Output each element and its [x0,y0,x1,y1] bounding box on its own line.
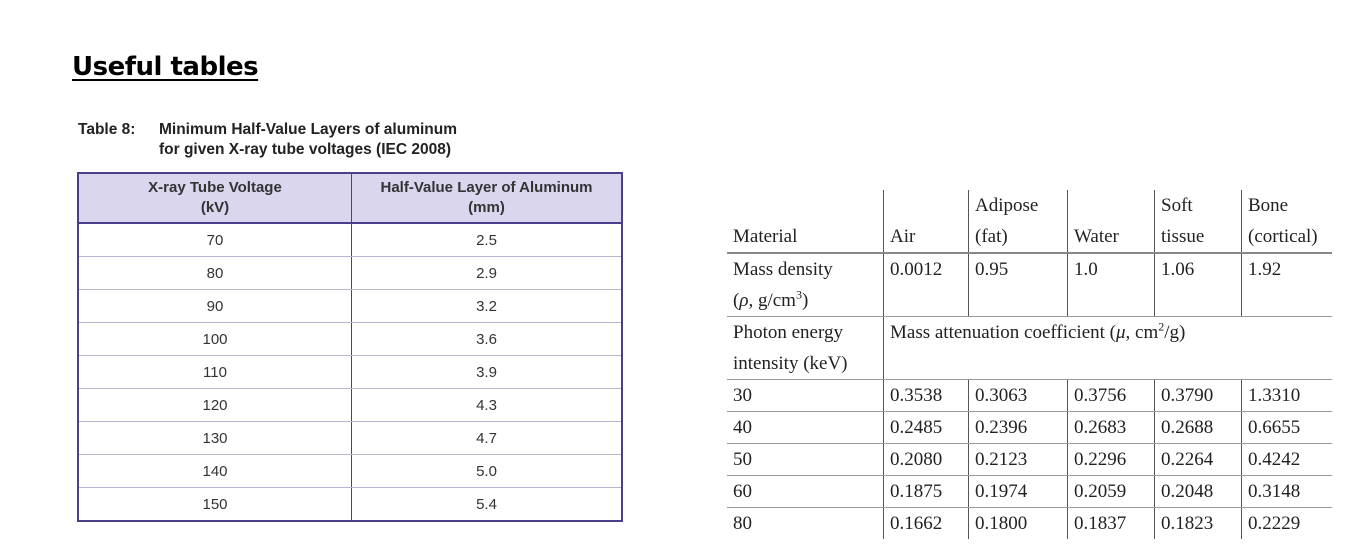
span-label-suffix: /g) [1164,322,1186,343]
table-row [78,455,622,488]
header-row-1 [727,190,1332,221]
mass-attenuation-span-label [884,317,1333,349]
value-cell: 0.4242 [1242,444,1333,476]
empty-cell [884,348,1333,380]
table8-caption-number: Table 8: [78,121,136,138]
table-header-row [78,173,622,223]
kev-cell: 60 [727,476,884,508]
kev-cell: 50 [727,444,884,476]
header-bone-line1: Bone [1242,190,1333,221]
empty-cell [969,285,1068,317]
span-label-prefix: Mass attenuation coefficient ( [890,322,1116,343]
hvl-cell: 3.6 [352,323,623,356]
density-adipose: 0.95 [969,253,1068,285]
value-cell: 1.3310 [1242,380,1333,412]
mass-attenuation-table [727,190,1332,539]
header-hvl-line2: (mm) [468,199,505,216]
table-row [78,422,622,455]
value-cell: 0.2688 [1155,412,1242,444]
value-cell: 0.1837 [1068,508,1155,540]
value-cell: 0.1823 [1155,508,1242,540]
header-adipose-line2: (fat) [969,221,1068,253]
header-water: Water [1068,221,1155,253]
density-label-line1: Mass density [733,259,833,280]
hvl-aluminum-table [77,172,623,522]
header-soft-line1: Soft [1155,190,1242,221]
table-row [78,223,622,257]
hvl-cell: 3.9 [352,356,623,389]
value-cell: 0.1800 [969,508,1068,540]
table-row [78,488,622,522]
energy-row-1 [727,317,1332,349]
span-unit-exponent: 2 [1158,319,1165,334]
value-cell: 0.2485 [884,412,969,444]
header-hvl-line1: Half-Value Layer of Aluminum [380,179,593,196]
empty-cell [884,285,969,317]
hvl-cell: 5.0 [352,455,623,488]
value-cell: 0.2123 [969,444,1068,476]
value-cell: 0.3756 [1068,380,1155,412]
header-material: Material [727,221,884,253]
hvl-cell: 4.3 [352,389,623,422]
density-unit-exponent: 3 [795,287,802,302]
value-cell: 0.1662 [884,508,969,540]
value-cell: 0.1875 [884,476,969,508]
value-cell: 0.3538 [884,380,969,412]
voltage-cell: 150 [78,488,352,522]
value-cell: 0.2048 [1155,476,1242,508]
voltage-cell: 80 [78,257,352,290]
header-hvl [352,173,623,223]
density-paren-close: ) [801,290,809,311]
hvl-cell: 4.7 [352,422,623,455]
value-cell: 0.1974 [969,476,1068,508]
kev-cell: 30 [727,380,884,412]
voltage-cell: 130 [78,422,352,455]
value-cell: 0.3063 [969,380,1068,412]
kev-cell: 80 [733,513,752,534]
energy-row-2 [727,348,1332,380]
density-air: 0.0012 [884,253,969,285]
table-row [78,323,622,356]
density-row-2 [727,285,1332,317]
value-cell: 0.2229 [1242,508,1333,540]
value-cell: 0.2059 [1068,476,1155,508]
table-row [78,389,622,422]
hvl-cell: 5.4 [352,488,623,522]
table8-caption [78,120,457,160]
page-title: Useful tables [72,52,259,82]
voltage-cell: 100 [78,323,352,356]
value-cell: 0.3790 [1155,380,1242,412]
table-row [727,476,1332,508]
table-row [727,380,1332,412]
header-adipose-line1: Adipose [969,190,1068,221]
table8-caption-line1: Minimum Half-Value Layers of aluminum [159,121,458,138]
voltage-cell: 140 [78,455,352,488]
table-row [78,257,622,290]
density-water: 1.0 [1068,253,1155,285]
header-water-blank [1068,190,1155,221]
table-row [78,356,622,389]
density-unit: , g/cm [748,290,796,311]
mu-symbol: μ [1116,322,1126,343]
value-cell: 0.2396 [969,412,1068,444]
header-bone-line2: (cortical) [1242,221,1333,253]
table-row [727,412,1332,444]
density-soft: 1.06 [1155,253,1242,285]
value-cell: 0.2683 [1068,412,1155,444]
hvl-cell: 2.5 [352,223,623,257]
voltage-cell: 70 [78,223,352,257]
hvl-cell: 3.2 [352,290,623,323]
table-row [727,444,1332,476]
energy-label-line1: Photon energy [733,322,843,343]
table-row [78,290,622,323]
value-cell: 0.2296 [1068,444,1155,476]
hvl-cell: 2.9 [352,257,623,290]
header-row-2 [727,221,1332,253]
header-soft-line2: tissue [1155,221,1242,253]
density-bone: 1.92 [1242,253,1333,285]
voltage-cell: 90 [78,290,352,323]
energy-label-line2: intensity (keV) [727,348,884,380]
density-label-line2 [727,285,884,317]
header-voltage [78,173,352,223]
voltage-cell: 120 [78,389,352,422]
header-voltage-line1: X-ray Tube Voltage [148,179,282,196]
header-voltage-line2: (kV) [200,199,230,216]
empty-cell [1242,285,1333,317]
header-air-blank [884,190,969,221]
density-row-1 [727,253,1332,285]
header-air: Air [884,221,969,253]
value-cell: 0.2264 [1155,444,1242,476]
empty-cell [1068,285,1155,317]
voltage-cell: 110 [78,356,352,389]
table8-caption-line2: for given X-ray tube voltages (IEC 2008) [159,141,452,158]
table-row [727,508,1332,540]
kev-cell: 40 [727,412,884,444]
empty-cell [1155,285,1242,317]
density-paren-open: ( [733,290,740,311]
header-blank [727,190,884,221]
span-label-unit: , cm [1125,322,1159,343]
rho-symbol: ρ [739,290,749,311]
value-cell: 0.3148 [1242,476,1333,508]
value-cell: 0.2080 [884,444,969,476]
value-cell: 0.6655 [1242,412,1333,444]
